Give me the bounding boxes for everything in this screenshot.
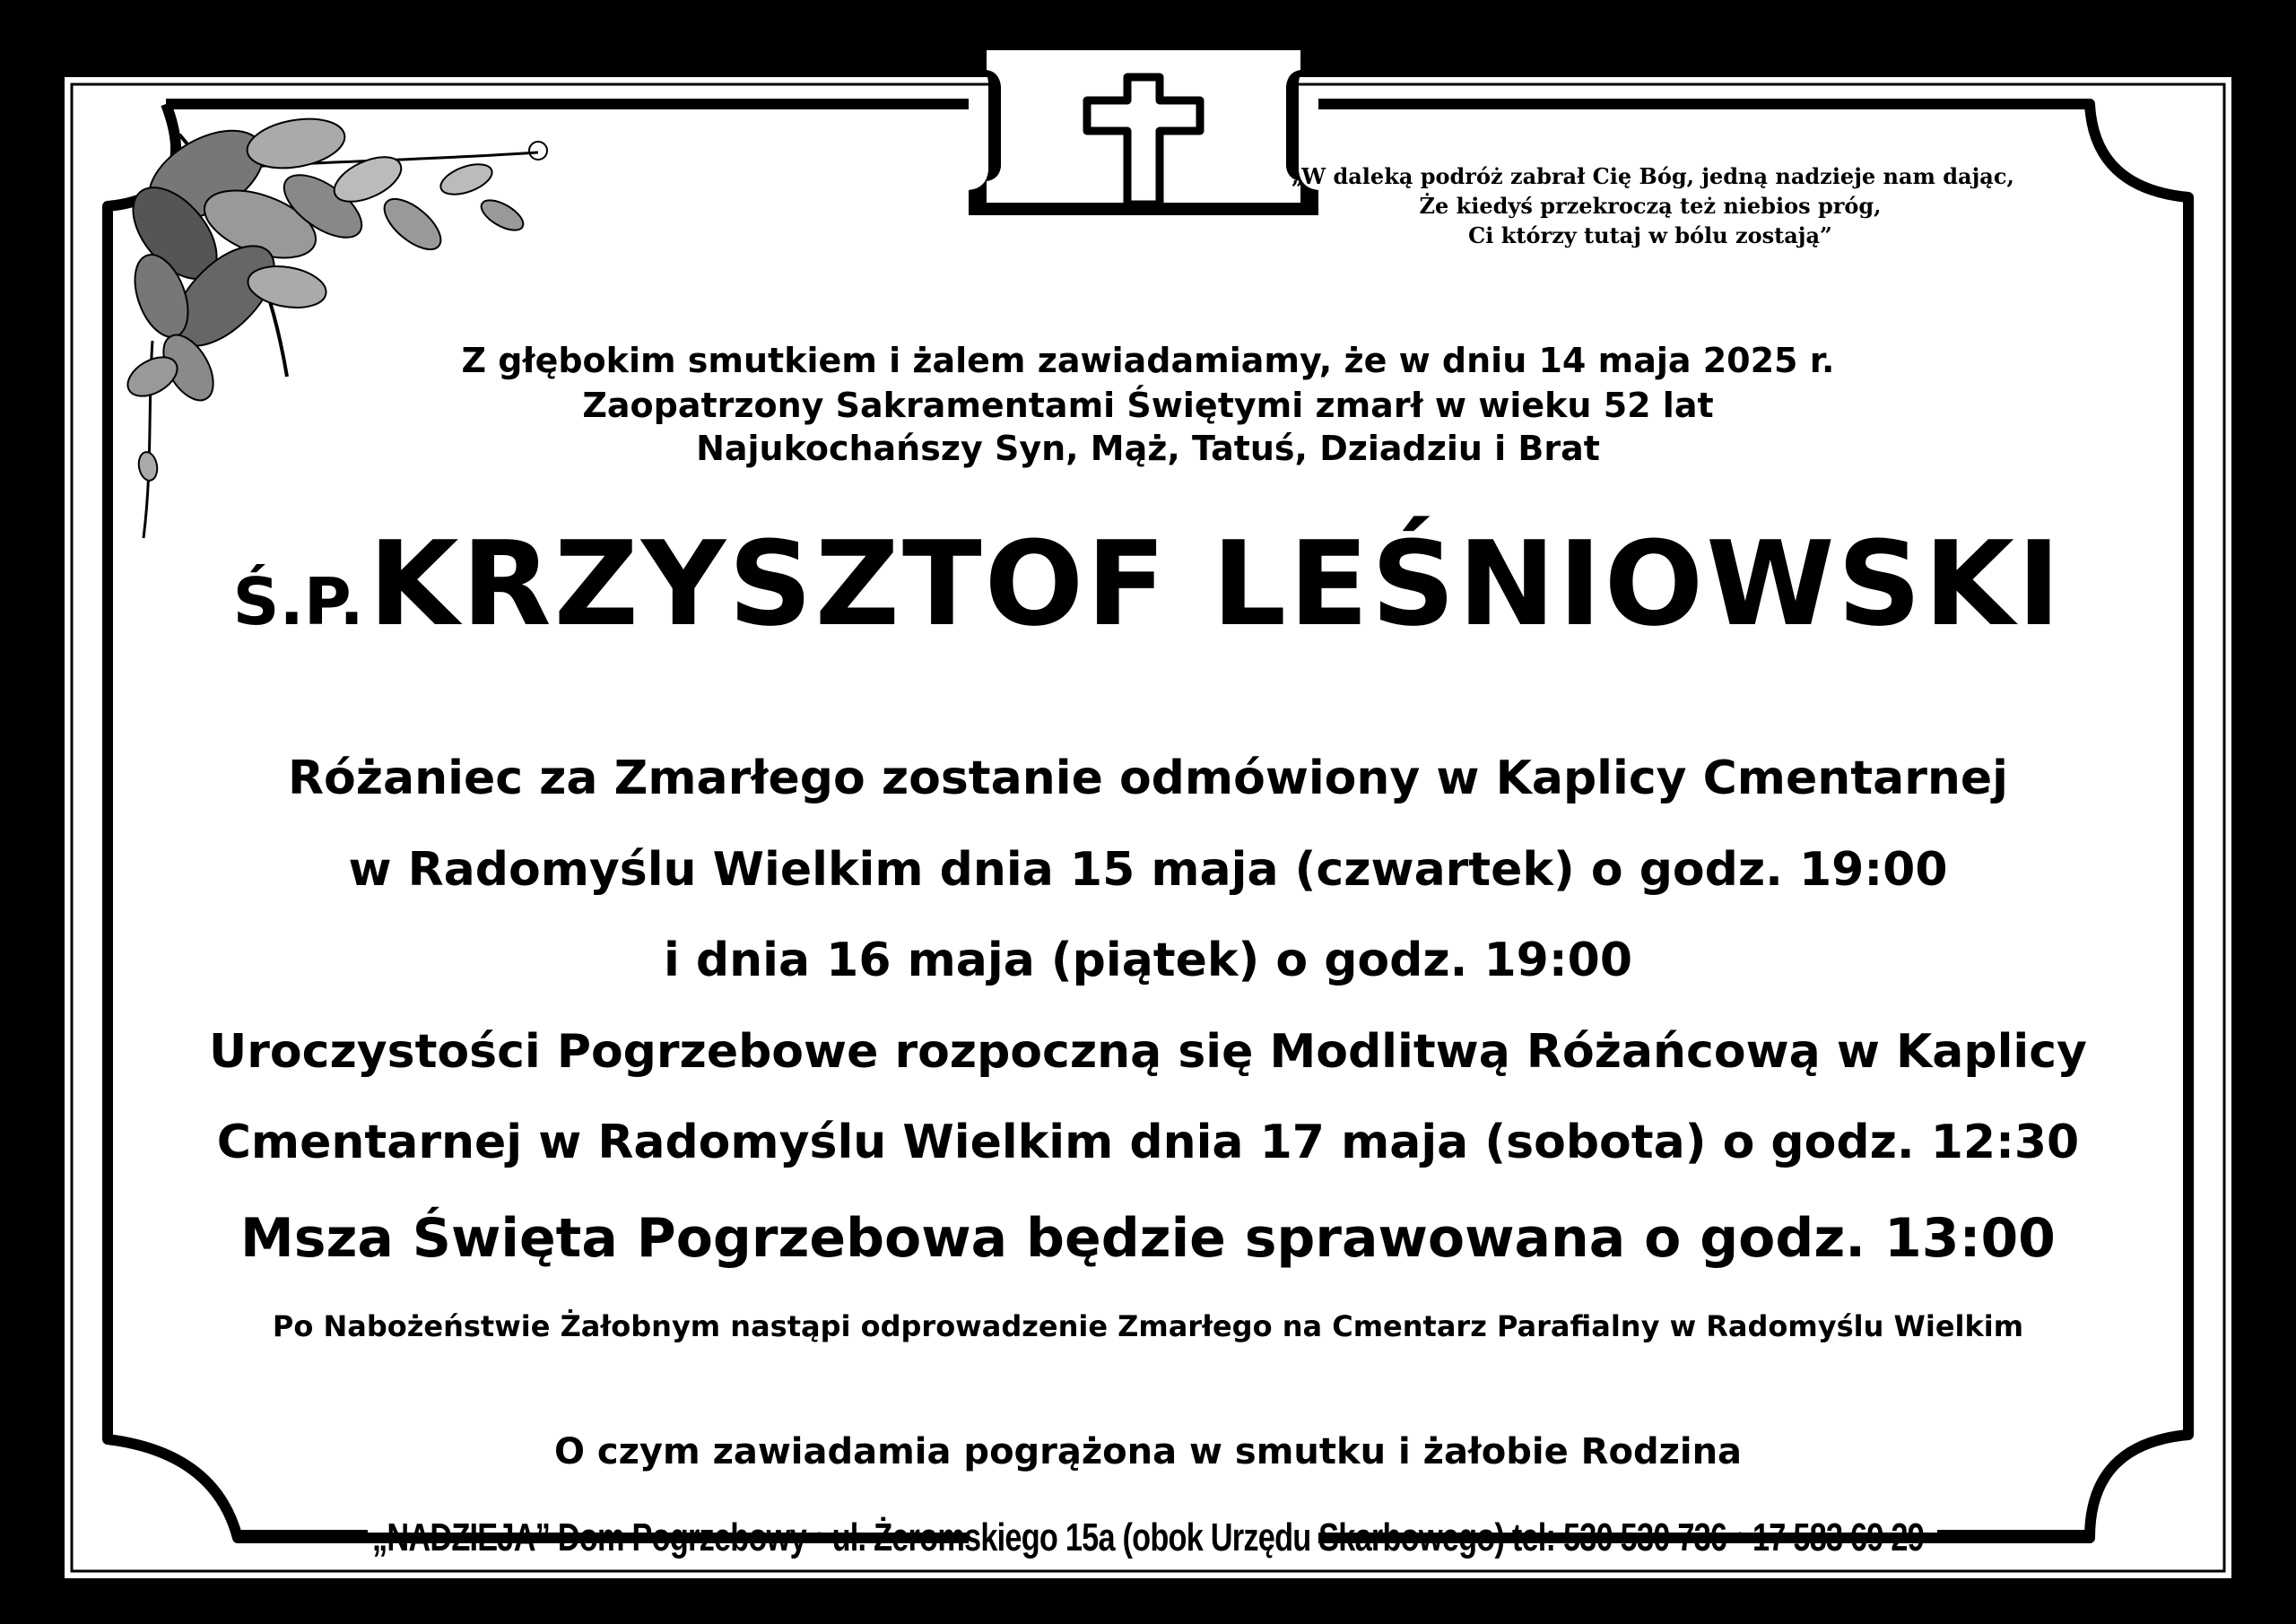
ceremony-line: Cmentarnej w Radomyślu Wielkim dnia 17 maja (sobota) o godz. 12:30 <box>216 1116 2080 1169</box>
family-signature: O czym zawiadamia pogrążona w smutku i żałobie Rodzina <box>553 1431 1743 1472</box>
funeral-home-footer: „NADZIEJA” Dom Pogrzebowy • ul. Żeromskiego 15a (obok Urzędu Skarbowego) tel: 530 530 736 • 17 583 69 29 <box>371 1515 1925 1559</box>
ceremony-line: Różaniec za Zmarłego zostanie odmówiony w Kaplicy Cmentarnej <box>288 751 2008 805</box>
procession-line: Po Nabożeństwie Żałobnym nastąpi odprowadzenie Zmarłego na Cmentarz Parafialny w Radomyślu Wielkim <box>272 1309 2024 1343</box>
ceremony-line: w Radomyślu Wielkim dnia 15 maja (czwartek) o godz. 19:00 <box>348 843 1948 897</box>
name-prefix: Ś.P. <box>232 564 364 639</box>
ceremony-line: i dnia 16 maja (piątek) o godz. 19:00 <box>663 934 1633 987</box>
mass-line: Msza Święta Pogrzebowa będzie sprawowana o godz. 13:00 <box>240 1207 2056 1270</box>
deceased-name-block <box>0 516 2296 652</box>
intro-line: Najukochańszy Syn, Mąż, Tatuś, Dziadziu i Brat <box>696 429 1600 468</box>
verse-line: „W daleką podróż zabrał Cię Bóg, jedną nadzieje nam dając, <box>1292 163 2014 189</box>
cross-plaque <box>969 38 1318 215</box>
ceremony-line: Uroczystości Pogrzebowe rozpoczną się Modlitwą Różańcową w Kaplicy <box>209 1025 2087 1079</box>
intro-line: Z głębokim smutkiem i żalem zawiadamiamy, że w dniu 14 maja 2025 r. <box>461 341 1835 380</box>
verse <box>1292 161 2014 250</box>
thin-inner-line <box>72 84 2224 1571</box>
verse-line: Że kiedyś przekroczą też niebios próg, <box>1419 193 1882 219</box>
leaf-ornament-icon <box>117 112 547 538</box>
deceased-name: KRZYSZTOF LEŚNIOWSKI <box>368 516 2064 652</box>
intro-line: Zaopatrzony Sakramentami Świętymi zmarł w wieku 52 lat <box>582 386 1714 425</box>
verse-line: Ci którzy tutaj w bólu zostają” <box>1468 222 1832 248</box>
